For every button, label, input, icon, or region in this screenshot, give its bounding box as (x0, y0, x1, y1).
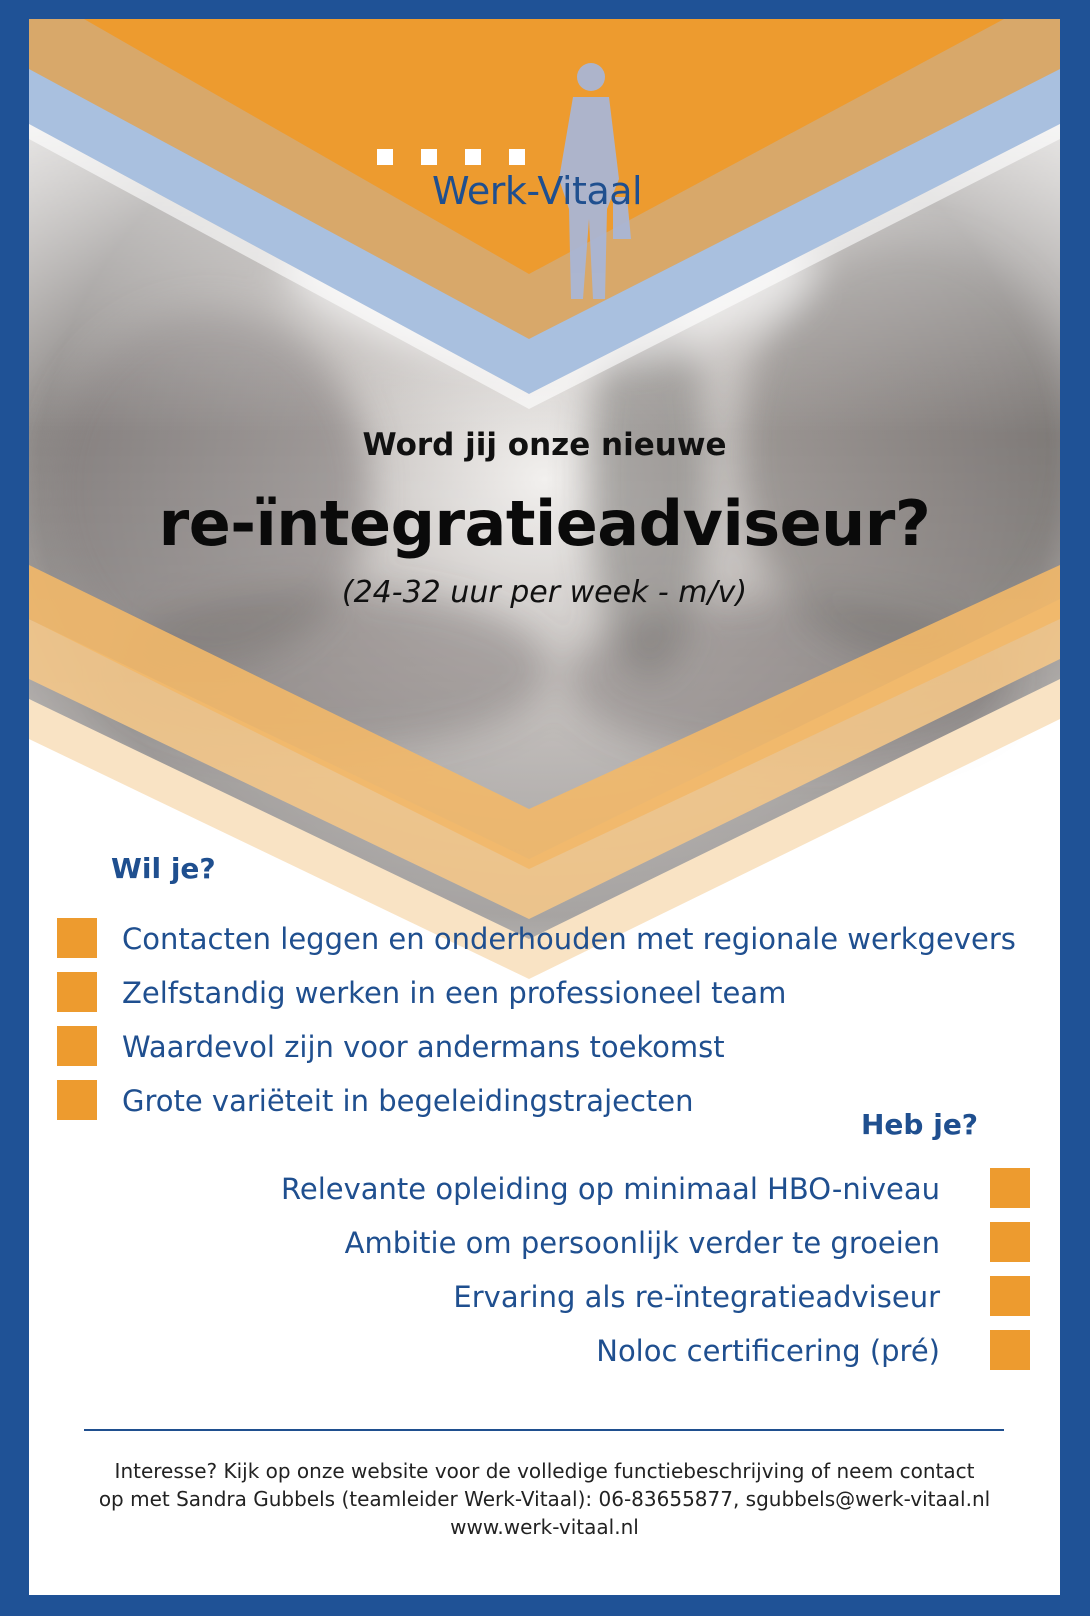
wil-je-title: Wil je? (111, 852, 216, 885)
heb-je-title: Heb je? (861, 1108, 979, 1141)
orange-square-icon (57, 1080, 97, 1120)
footer-divider (84, 1429, 1004, 1431)
website-link[interactable]: www.werk-vitaal.nl (450, 1515, 639, 1539)
orange-square-icon (990, 1168, 1030, 1208)
headline-hours: (24-32 uur per week - m/v) (341, 575, 748, 610)
orange-square-icon (57, 918, 97, 958)
heb-je-item: Ervaring als re-ïntegratieadviseur (453, 1280, 940, 1314)
orange-square-icon (990, 1276, 1030, 1316)
wil-je-item: Zelfstandig werken in een professioneel team (122, 976, 787, 1010)
footer-line: Interesse? Kijk op onze website voor de volledige functiebeschrijving of neem contact (114, 1459, 975, 1483)
headline-subtitle: Word jij onze nieuwe (362, 427, 727, 463)
heb-je-item: Relevante opleiding op minimaal HBO-niveau (281, 1172, 940, 1206)
heb-je-item: Ambitie om persoonlijk verder te groeien (344, 1226, 940, 1260)
wil-je-item: Waardevol zijn voor andermans toekomst (122, 1030, 725, 1064)
vacancy-poster (29, 19, 1060, 1595)
headline-title: re-ïntegratieadviseur? (158, 487, 931, 560)
orange-square-icon (57, 1026, 97, 1066)
orange-square-icon (57, 972, 97, 1012)
wil-je-item: Contacten leggen en onderhouden met regionale werkgevers (122, 922, 1016, 956)
wil-je-item: Grote variëteit in begeleidingstrajecten (122, 1084, 694, 1118)
footer-contact (29, 1457, 1060, 1541)
company-logo-text: Werk-Vitaal (432, 169, 643, 213)
footer-line: op met Sandra Gubbels (teamleider Werk-Vitaal): 06-83655877, sgubbels@werk-vitaal.nl (98, 1487, 991, 1511)
heb-je-item: Noloc certificering (pré) (596, 1334, 940, 1368)
orange-square-icon (990, 1222, 1030, 1262)
orange-square-icon (990, 1330, 1030, 1370)
